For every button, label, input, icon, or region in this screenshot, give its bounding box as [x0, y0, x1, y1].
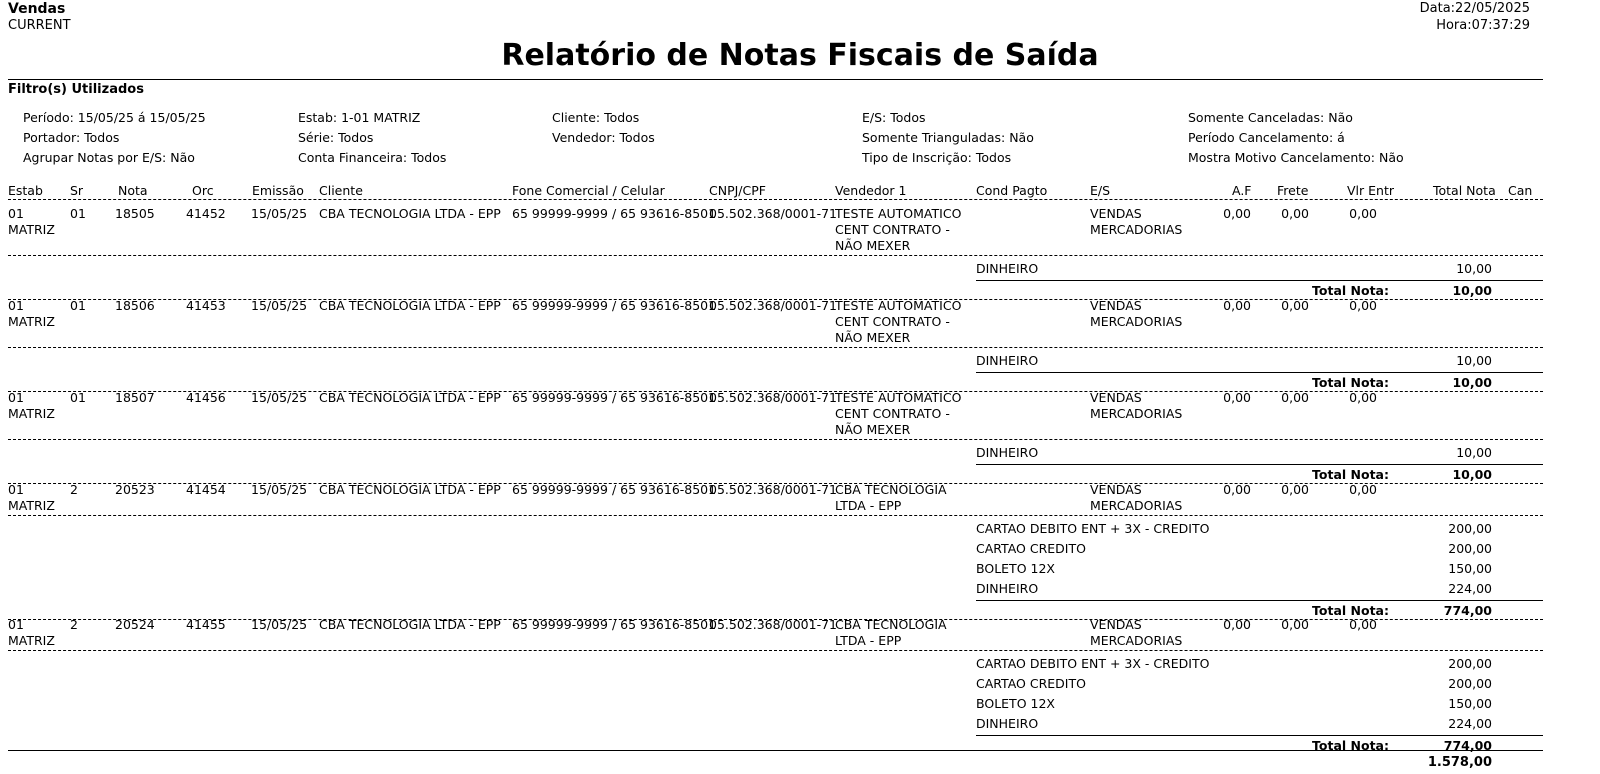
filter-item: Cliente: Todos — [552, 110, 640, 125]
invoice-number: 18506 — [115, 298, 155, 313]
invoice-estab-code: 01 — [8, 617, 24, 632]
invoice-estab-name: MATRIZ — [8, 633, 55, 648]
col-orc: Orc — [192, 183, 214, 198]
invoice-cnpj: 05.502.368/0001-71 — [709, 206, 838, 221]
filter-item: Tipo de Inscrição: Todos — [862, 150, 1012, 165]
invoice-es-line: VENDAS — [1090, 617, 1142, 632]
invoice-dashed-divider — [8, 255, 1543, 256]
invoice-seller-line: CENT CONTRATO - — [835, 222, 950, 237]
invoice-estab-code: 01 — [8, 390, 24, 405]
company-name: CURRENT — [8, 18, 71, 33]
invoice-orc: 41453 — [186, 298, 226, 313]
invoice-af: 0,00 — [1223, 482, 1251, 497]
payment-total-divider — [976, 280, 1543, 281]
invoice-seller-line: TESTE AUTOMATICO — [835, 390, 962, 405]
payment-value: 200,00 — [1448, 676, 1492, 691]
invoice-af: 0,00 — [1223, 206, 1251, 221]
payment-condition: BOLETO 12X — [976, 696, 1055, 711]
col-total-nota: Total Nota — [1433, 183, 1496, 198]
filter-item: Período: 15/05/25 á 15/05/25 — [23, 110, 206, 125]
payment-condition: CARTAO DEBITO ENT + 3X - CREDITO — [976, 656, 1210, 671]
invoice-es-line: MERCADORIAS — [1090, 314, 1183, 329]
invoice-phone: 65 99999-9999 / 65 93616-8501 — [512, 390, 717, 405]
invoice-phone: 65 99999-9999 / 65 93616-8501 — [512, 482, 717, 497]
page-title: Relatório de Notas Fiscais de Saída — [501, 38, 1099, 73]
invoice-estab-code: 01 — [8, 206, 24, 221]
payment-value: 224,00 — [1448, 716, 1492, 731]
col-es: E/S — [1090, 183, 1111, 198]
invoice-serie: 2 — [70, 617, 78, 632]
filter-item: Conta Financeira: Todos — [298, 150, 447, 165]
invoice-number: 20524 — [115, 617, 155, 632]
invoice-es-line: VENDAS — [1090, 206, 1142, 221]
invoice-total-value: 10,00 — [1452, 283, 1492, 298]
invoice-serie: 01 — [70, 390, 86, 405]
invoice-dashed-divider — [8, 650, 1543, 651]
payment-total-divider — [976, 735, 1543, 736]
report-date: Data:22/05/2025 — [1419, 1, 1530, 16]
filter-item: Agrupar Notas por E/S: Não — [23, 150, 195, 165]
invoice-client: CBA TECNOLOGIA LTDA - EPP — [319, 482, 501, 497]
filter-item: Somente Trianguladas: Não — [862, 130, 1034, 145]
filter-item: Somente Canceladas: Não — [1188, 110, 1353, 125]
invoice-dashed-divider — [8, 439, 1543, 440]
invoice-frete: 0,00 — [1281, 617, 1309, 632]
invoice-total-value: 774,00 — [1443, 738, 1492, 753]
invoice-seller-line: NÃO MEXER — [835, 330, 911, 345]
grand-total-value: 1.578,00 — [1427, 755, 1492, 770]
invoice-af: 0,00 — [1223, 298, 1251, 313]
invoice-vlr-entr: 0,00 — [1349, 206, 1377, 221]
filter-item: Portador: Todos — [23, 130, 120, 145]
col-af: A.F — [1232, 183, 1252, 198]
invoice-es-line: MERCADORIAS — [1090, 222, 1183, 237]
invoice-number: 18505 — [115, 206, 155, 221]
col-cliente: Cliente — [319, 183, 363, 198]
invoice-seller-line: NÃO MEXER — [835, 422, 911, 437]
invoice-total-label: Total Nota: — [1312, 738, 1389, 753]
invoice-es-line: MERCADORIAS — [1090, 633, 1183, 648]
invoice-serie: 01 — [70, 298, 86, 313]
invoice-es-line: MERCADORIAS — [1090, 406, 1183, 421]
invoice-af: 0,00 — [1223, 390, 1251, 405]
invoice-frete: 0,00 — [1281, 298, 1309, 313]
invoice-emission-date: 15/05/25 — [251, 482, 308, 497]
invoice-seller-line: CENT CONTRATO - — [835, 406, 950, 421]
col-vlr-entr: Vlr Entr — [1347, 183, 1394, 198]
invoice-orc: 41456 — [186, 390, 226, 405]
payment-total-divider — [976, 372, 1543, 373]
invoice-frete: 0,00 — [1281, 390, 1309, 405]
invoice-vlr-entr: 0,00 — [1349, 482, 1377, 497]
invoice-seller-line: LTDA - EPP — [835, 633, 902, 648]
invoice-estab-name: MATRIZ — [8, 498, 55, 513]
invoice-af: 0,00 — [1223, 617, 1251, 632]
filter-item: Vendedor: Todos — [552, 130, 655, 145]
invoice-total-label: Total Nota: — [1312, 603, 1389, 618]
invoice-emission-date: 15/05/25 — [251, 206, 308, 221]
payment-condition: DINHEIRO — [976, 581, 1039, 596]
payment-condition: BOLETO 12X — [976, 561, 1055, 576]
invoice-seller-line: TESTE AUTOMATICO — [835, 298, 962, 313]
header-dashed-divider — [8, 199, 1543, 200]
invoice-client: CBA TECNOLOGIA LTDA - EPP — [319, 206, 501, 221]
payment-value: 10,00 — [1456, 261, 1492, 276]
invoice-seller-line: CENT CONTRATO - — [835, 314, 950, 329]
payment-value: 200,00 — [1448, 521, 1492, 536]
payment-value: 200,00 — [1448, 656, 1492, 671]
invoice-orc: 41452 — [186, 206, 226, 221]
invoice-seller-line: NÃO MEXER — [835, 238, 911, 253]
module-name: Vendas — [8, 1, 66, 17]
invoice-cnpj: 05.502.368/0001-71 — [709, 298, 838, 313]
invoice-vlr-entr: 0,00 — [1349, 617, 1377, 632]
payment-condition: DINHEIRO — [976, 353, 1039, 368]
col-frete: Frete — [1277, 183, 1309, 198]
invoice-es-line: VENDAS — [1090, 298, 1142, 313]
invoice-dashed-divider — [8, 347, 1543, 348]
invoice-phone: 65 99999-9999 / 65 93616-8501 — [512, 206, 717, 221]
filter-item: Mostra Motivo Cancelamento: Não — [1188, 150, 1404, 165]
payment-value: 200,00 — [1448, 541, 1492, 556]
invoice-es-line: VENDAS — [1090, 390, 1142, 405]
invoice-dashed-divider — [8, 515, 1543, 516]
filter-item: E/S: Todos — [862, 110, 926, 125]
invoice-orc: 41454 — [186, 482, 226, 497]
payment-value: 150,00 — [1448, 696, 1492, 711]
invoice-total-label: Total Nota: — [1312, 375, 1389, 390]
invoice-client: CBA TECNOLOGIA LTDA - EPP — [319, 390, 501, 405]
invoice-estab-code: 01 — [8, 482, 24, 497]
payment-condition: DINHEIRO — [976, 261, 1039, 276]
invoice-phone: 65 99999-9999 / 65 93616-8501 — [512, 617, 717, 632]
invoice-vlr-entr: 0,00 — [1349, 390, 1377, 405]
invoice-estab-code: 01 — [8, 298, 24, 313]
invoice-cnpj: 05.502.368/0001-71 — [709, 617, 838, 632]
invoice-es-line: MERCADORIAS — [1090, 498, 1183, 513]
invoice-cnpj: 05.502.368/0001-71 — [709, 482, 838, 497]
invoice-seller-line: TESTE AUTOMATICO — [835, 206, 962, 221]
filter-item: Período Cancelamento: á — [1188, 130, 1345, 145]
invoice-client: CBA TECNOLOGIA LTDA - EPP — [319, 617, 501, 632]
report-time: Hora:07:37:29 — [1436, 18, 1530, 33]
invoice-serie: 01 — [70, 206, 86, 221]
col-fone: Fone Comercial / Celular — [512, 183, 665, 198]
invoice-vlr-entr: 0,00 — [1349, 298, 1377, 313]
invoice-emission-date: 15/05/25 — [251, 390, 308, 405]
grand-total-divider — [8, 750, 1543, 751]
invoice-phone: 65 99999-9999 / 65 93616-8501 — [512, 298, 717, 313]
col-can: Can — [1508, 183, 1533, 198]
invoice-total-value: 10,00 — [1452, 375, 1492, 390]
invoice-seller-line: CBA TECNOLOGIA — [835, 482, 947, 497]
payment-condition: CARTAO CREDITO — [976, 676, 1086, 691]
col-emissao: Emissão — [252, 183, 304, 198]
col-nota: Nota — [118, 183, 148, 198]
invoice-total-label: Total Nota: — [1312, 283, 1389, 298]
invoice-estab-name: MATRIZ — [8, 406, 55, 421]
invoice-seller-line: CBA TECNOLOGIA — [835, 617, 947, 632]
col-vendedor: Vendedor 1 — [835, 183, 907, 198]
invoice-serie: 2 — [70, 482, 78, 497]
col-sr: Sr — [70, 183, 84, 198]
invoice-number: 20523 — [115, 482, 155, 497]
invoice-number: 18507 — [115, 390, 155, 405]
filter-item: Série: Todos — [298, 130, 374, 145]
payment-condition: CARTAO DEBITO ENT + 3X - CREDITO — [976, 521, 1210, 536]
invoice-client: CBA TECNOLOGIA LTDA - EPP — [319, 298, 501, 313]
invoice-orc: 41455 — [186, 617, 226, 632]
invoice-total-value: 774,00 — [1443, 603, 1492, 618]
col-estab: Estab — [8, 183, 43, 198]
invoice-estab-name: MATRIZ — [8, 222, 55, 237]
invoice-emission-date: 15/05/25 — [251, 298, 308, 313]
payment-value: 10,00 — [1456, 445, 1492, 460]
payment-value: 224,00 — [1448, 581, 1492, 596]
payment-value: 150,00 — [1448, 561, 1492, 576]
header-divider — [8, 79, 1543, 80]
invoice-total-label: Total Nota: — [1312, 467, 1389, 482]
invoice-frete: 0,00 — [1281, 482, 1309, 497]
payment-total-divider — [976, 600, 1543, 601]
invoice-es-line: VENDAS — [1090, 482, 1142, 497]
invoice-emission-date: 15/05/25 — [251, 617, 308, 632]
invoice-cnpj: 05.502.368/0001-71 — [709, 390, 838, 405]
payment-total-divider — [976, 464, 1543, 465]
invoice-total-value: 10,00 — [1452, 467, 1492, 482]
filters-title: Filtro(s) Utilizados — [8, 82, 144, 97]
payment-condition: DINHEIRO — [976, 445, 1039, 460]
filter-item: Estab: 1-01 MATRIZ — [298, 110, 421, 125]
col-cnpj: CNPJ/CPF — [709, 183, 766, 198]
invoice-frete: 0,00 — [1281, 206, 1309, 221]
col-cond-pagto: Cond Pagto — [976, 183, 1048, 198]
invoice-seller-line: LTDA - EPP — [835, 498, 902, 513]
invoice-estab-name: MATRIZ — [8, 314, 55, 329]
payment-condition: DINHEIRO — [976, 716, 1039, 731]
payment-condition: CARTAO CREDITO — [976, 541, 1086, 556]
payment-value: 10,00 — [1456, 353, 1492, 368]
